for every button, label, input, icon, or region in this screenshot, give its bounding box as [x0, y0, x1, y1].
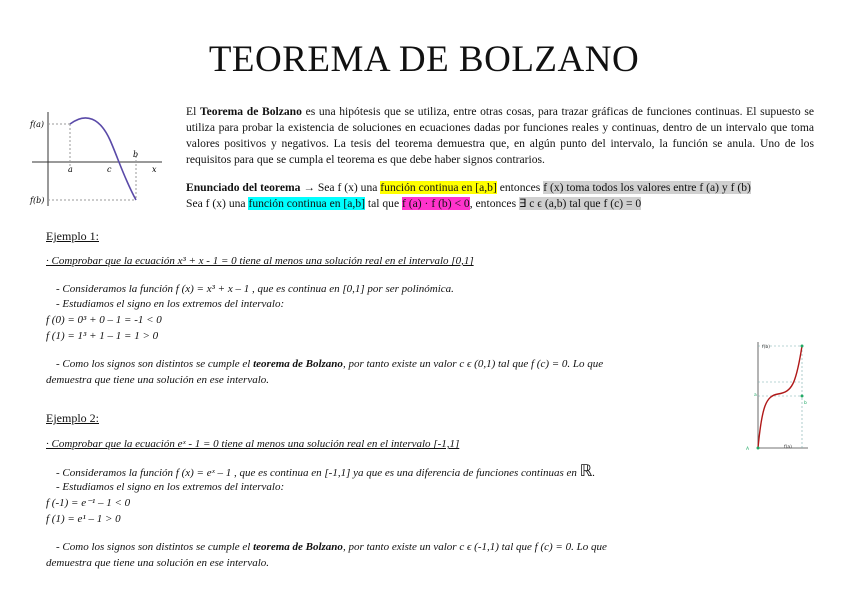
label-c: c	[107, 165, 112, 174]
enun-t2: entonces	[496, 181, 544, 194]
ejemplo-2-conclusion-2: demuestra que tiene una solución en ese intervalo.	[46, 557, 270, 569]
ejemplo-1-conclusion-2: demuestra que tiene una solución en ese intervalo.	[46, 374, 270, 386]
enunciado-label: Enunciado del teorema	[186, 181, 301, 194]
ejemplo-2-line-3: f (-1) = e⁻¹ – 1 < 0	[46, 497, 131, 509]
ejemplo-2-conclusion-1	[56, 539, 607, 555]
highlight-continuous-1: función continua en [a,b]	[380, 181, 497, 194]
label-x: x	[152, 165, 157, 174]
bolzano-graph-figure	[28, 108, 166, 208]
ejemplo-1-conclusion-1	[56, 356, 603, 372]
enun-t4: tal que	[365, 197, 403, 210]
intro-text: es una hipótesis que se utiliza, entre otras cosas, para trazar gráficas de funciones continuas. El supuesto se utiliza para probar la existencia de soluciones en ecuaciones dadas por funciones reales y continuas, dentro de un intervalo que toma valores positivos y negativos. La tesis del teorema demuestra que, en algún punto del intervalo, la función se anula. Uno de los requisitos para que se cumpla el teorema es que debe haber signos contrarios.	[186, 105, 814, 166]
cubic-curve	[758, 346, 802, 448]
enun-t1: Sea f (x) una	[314, 181, 381, 194]
fig2-label-b: b	[804, 401, 807, 406]
intro-bold: Teorema de Bolzano	[199, 105, 302, 118]
ejemplo-1-line-2: - Estudiamos el signo en los extremos del intervalo:	[56, 298, 285, 310]
ejemplo-2-line-4: f (1) = e¹ – 1 > 0	[46, 513, 121, 525]
fig2-label-a: a	[754, 393, 757, 398]
ejemplo-1-line-3: f (0) = 0³ + 0 – 1 = -1 < 0	[46, 314, 162, 326]
ejemplo-2-line-2: - Estudiamos el signo en los extremos del intervalo:	[56, 481, 285, 493]
ej1-c1c: , por tanto existe un valor c ϵ (0,1) tal que f (c) = 0. Lo que	[342, 358, 604, 370]
ejemplo-1-statement: · Comprobar que la ecuación x³ + x - 1 = 0 tiene al menos una solución real en el intervalo [0,1]	[46, 255, 474, 267]
intro-prefix: El	[186, 105, 200, 118]
fig2-label-fa: f(a)	[784, 445, 792, 450]
ejemplo-1-line-4: f (1) = 1³ + 1 – 1 = 1 > 0	[46, 330, 159, 342]
arrow-icon: →	[303, 181, 315, 194]
ejemplo-2-statement: · Comprobar que la ecuación eˣ - 1 = 0 tiene al menos una solución real en el intervalo [-1,1]	[46, 438, 460, 450]
intro-paragraph	[186, 104, 814, 168]
highlight-continuous-2: función continua en [a,b]	[248, 197, 365, 210]
label-fa: f(a)	[30, 120, 44, 129]
cubic-graph-figure	[744, 336, 820, 456]
enun-t3: Sea f (x) una	[186, 197, 249, 210]
ej2-c1c: , por tanto existe un valor c ϵ (-1,1) tal que f (c) = 0. Lo que	[342, 541, 607, 553]
label-a: a	[68, 165, 73, 174]
theorem-statement	[186, 180, 826, 212]
fig2-label-fb: f(b)	[762, 345, 770, 350]
highlight-conclusion: ∃ c ϵ (a,b) tal que f (c) = 0	[519, 197, 642, 210]
function-curve	[70, 118, 139, 200]
label-b: b	[133, 150, 139, 159]
ejemplo-1-line-1: - Consideramos la función f (x) = x³ + x – 1 , que es continua en [0,1] por ser polinómica.	[56, 283, 454, 295]
ej2-l1end: .	[592, 467, 596, 479]
enun-t5: , entonces	[469, 197, 519, 210]
highlight-sign-condition: f (a) · f (b) < 0	[402, 197, 470, 210]
ej1-c1b: teorema de Bolzano	[253, 358, 343, 370]
ej2-c1b: teorema de Bolzano	[253, 541, 343, 553]
page-title: TEOREMA DE BOLZANO	[208, 39, 640, 80]
label-fb: f(b)	[30, 196, 45, 205]
ej2-l1: - Consideramos la función f (x) = eˣ – 1 , que es continua en [-1,1] ya que es una diferencia de funciones continuas en	[56, 467, 580, 479]
ejemplo-2-title: Ejemplo 2:	[46, 411, 99, 425]
reals-symbol: ℝ	[579, 461, 593, 480]
ejemplo-1-title: Ejemplo 1:	[46, 229, 99, 243]
ej1-c1a: - Como los signos son distintos se cumple el	[56, 358, 254, 370]
highlight-all-values: f (x) toma todos los valores entre f (a) y f (b)	[543, 181, 751, 194]
fig2-label-A: A	[746, 447, 750, 452]
ej2-c1a: - Como los signos son distintos se cumple el	[56, 541, 254, 553]
